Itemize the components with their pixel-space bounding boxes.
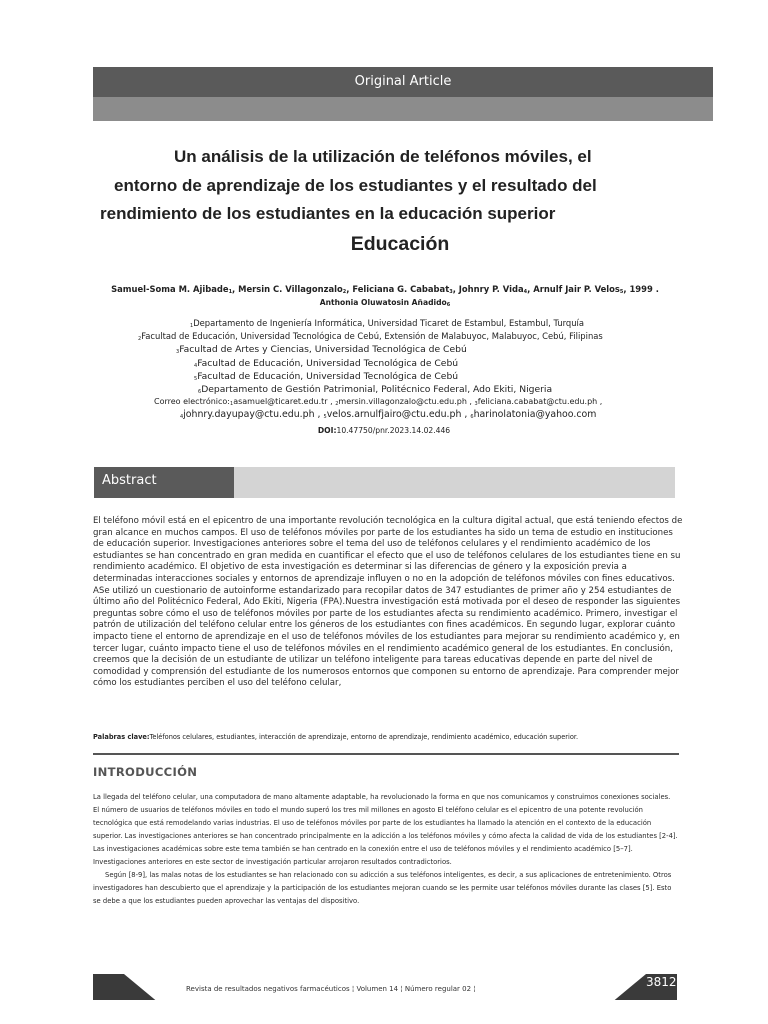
- affiliation-item: [130, 371, 650, 384]
- email-block: [150, 396, 650, 422]
- email-link[interactable]: velos.arnulfjairo@ctu.edu.ph ,: [326, 409, 468, 420]
- email-index: 3: [474, 401, 478, 407]
- author-line-2: [60, 297, 710, 310]
- author-name: , Arnulf Jair P. Velos: [527, 284, 620, 294]
- affiliation-index: 1: [190, 323, 194, 329]
- section-heading-introduction: INTRODUCCIÓN: [93, 765, 198, 779]
- affiliation-text: Facultad de Educación, Universidad Tecnológica de Cebú: [197, 370, 459, 382]
- author-name: , Johnry P. Vida: [452, 284, 524, 294]
- page-number: 3812: [646, 975, 677, 989]
- intro-paragraph-1: La llegada del teléfono celular, una computadora de mano altamente adaptable, ha revolucionado la forma en que nos comunicamos y construimos conexiones sociales. El número de usuarios de teléfonos móviles en todo el mundo superó los tres mil millones en agosto El teléfono celular es el epicentro de una potente revolución tecnológica que está remodelando varias industrias. El uso de teléfonos móviles por parte de los estudiantes ha llamado la atención en el contexto de la educación superior. Las investigaciones anteriores se han concentrado principalmente en la adicción a los teléfonos móviles y cómo afecta la calidad de vida de los estudiantes [2-4]. Las investigaciones académicas sobre este tema también se han centrado en la conexión entre el uso de teléfonos móviles y el rendimiento académico [5–7]. Investigaciones anteriores en este sector de investigación particular arrojaron resultados contradictorios.: [93, 793, 678, 866]
- email-line-2: [150, 409, 650, 422]
- author-line-1: [60, 283, 710, 297]
- affiliation-item: [130, 344, 650, 357]
- title-line-2: entorno de aprendizaje de los estudiantes y el resultado del: [114, 175, 597, 195]
- email-line-1: [150, 396, 650, 409]
- author-affil-index: 2: [342, 289, 347, 295]
- affiliation-index: 2: [138, 336, 142, 343]
- author-name: , Feliciana G. Cababat: [346, 284, 450, 294]
- affiliation-item: [130, 358, 650, 371]
- affiliation-text: Departamento de Gestión Patrimonial, Politécnico Federal, Ado Ekiti, Nigeria: [201, 384, 553, 396]
- email-index: 6: [470, 414, 474, 420]
- author-affil-index: 6: [446, 302, 451, 308]
- doi-line: [0, 426, 768, 435]
- paper-title: [100, 143, 668, 259]
- author-affil-index: 1: [228, 289, 233, 295]
- author-affil-index: 3: [449, 289, 453, 295]
- email-link[interactable]: mersin.villagonzalo@ctu.edu.ph ,: [338, 397, 472, 406]
- email-link[interactable]: harinolatonia@yahoo.com: [473, 409, 597, 420]
- author-list: [60, 283, 710, 310]
- affiliation-index: 5: [194, 375, 198, 382]
- email-index: 2: [335, 401, 339, 407]
- keywords-label: Palabras clave:: [93, 733, 150, 741]
- keywords-text: Teléfonos celulares, estudiantes, interacción de aprendizaje, entorno de aprendizaje, rendimiento académico, educación superior.: [149, 733, 579, 741]
- introduction-body: [93, 791, 678, 908]
- affiliation-item: [130, 318, 650, 331]
- affiliation-index: 6: [198, 389, 202, 396]
- affiliation-list: [130, 318, 650, 397]
- affiliation-index: 4: [194, 362, 198, 369]
- banner-subbar: [93, 97, 713, 121]
- affiliation-text: Facultad de Artes y Ciencias, Universidad Tecnológica de Cebú: [179, 344, 467, 356]
- email-link[interactable]: asamuel@ticaret.edu.tr ,: [233, 397, 333, 406]
- email-index: 5: [323, 414, 327, 420]
- footer-journal-info: Revista de resultados negativos farmacéuticos ¦ Volumen 14 ¦ Número regular 02 ¦: [186, 985, 476, 993]
- affiliation-text: Facultad de Educación, Universidad Tecnológica de Cebú, Extensión de Malabuyoc, Malabuyoc, Cebú, Filipinas: [141, 331, 603, 342]
- affiliation-item: [130, 331, 650, 344]
- abstract-body: El teléfono móvil está en el epicentro de una importante revolución tecnológica en la cultura digital actual, que está teniendo efectos de gran alcance en muchos campos. El uso de teléfonos móviles por parte de los estudiantes ha sido un tema de estudio en instituciones de educación superior. Investigaciones anteriores sobre el tema del uso de teléfonos celulares y el rendimiento académico de los estudiantes se han concentrado en gran medida en cuantificar el efecto que el uso de teléfonos celulares de los estudiantes tiene en su rendimiento académico. El objetivo de esta investigación es determinar si las diferencias de género y la exposición previa a determinadas interacciones sociales y entornos de aprendizaje influyen o no en la adopción de teléfonos móviles con fines educativos. ASe utilizó un cuestionario de autoinforme estandarizado para recopilar datos de 347 estudiantes de primer año y 254 estudiantes de último año del Politécnico Federal, Ado Ekiti, Nigeria (FPA).Nuestra investigación está motivada por el deseo de responder las siguientes preguntas sobre cómo el uso de teléfonos móviles por parte de los estudiantes afecta su rendimiento académico. Primero, investigar el patrón de utilización del teléfono celular entre los géneros de los estudiantes con fines académicos. En segundo lugar, explorar cuánto impacto tiene el entorno de aprendizaje en el uso de teléfonos móviles de los estudiantes para mejorar su rendimiento académico y, en tercer lugar, cuánto impacto tiene el uso de teléfonos móviles en el rendimiento académico general de los estudiantes. En conclusión, creemos que la decisión de un estudiante de utilizar un teléfono inteligente para tareas educativas depende en parte del nivel de comodidad y comprensión del estudiante de los numerosos entornos que componen su entorno de aprendizaje. Para comprender mejor cómo los estudiantes perciben el uso del teléfono celular,: [93, 516, 683, 689]
- author-name: Anthonia Oluwatosin Añadido: [319, 298, 447, 307]
- email-link[interactable]: johnry.dayupay@ctu.edu.ph ,: [183, 409, 321, 420]
- intro-paragraph-2: Según [8-9], las malas notas de los estudiantes se han relacionado con su adicción a sus teléfonos inteligentes, es decir, a sus aplicaciones de entretenimiento. Otros investigadores han descubierto que el aprendizaje y la participación de los estudiantes mejoran cuando se les permite usar teléfonos móviles durante las clases [5]. Esto se debe a que los estudiantes pueden aprovechar las ventajas del dispositivo.: [93, 871, 672, 905]
- affiliation-text: Facultad de Educación, Universidad Tecnológica de Cebú: [197, 357, 459, 369]
- title-line-1: Un análisis de la utilización de teléfonos móviles, el: [174, 147, 592, 166]
- author-name: , 1999 .: [623, 284, 659, 294]
- author-name: Samuel-Soma M. Ajibade: [111, 284, 229, 294]
- author-name: , Mersin C. Villagonzalo: [232, 284, 343, 294]
- doi-label: DOI:: [317, 426, 337, 435]
- title-line-3: rendimiento de los estudiantes en la educación superior: [100, 204, 556, 223]
- doi-link[interactable]: 10.47750/pnr.2023.14.02.446: [336, 426, 451, 435]
- affiliation-index: 3: [176, 349, 180, 356]
- article-type-label: Original Article: [354, 74, 452, 89]
- section-divider: [93, 753, 679, 755]
- keywords-line: [93, 732, 693, 742]
- abstract-heading: Abstract: [94, 467, 234, 498]
- affiliation-text: Departamento de Ingeniería Informática, Universidad Ticaret de Estambul, Estambul, Turquía: [193, 318, 585, 328]
- author-affil-index: 4: [523, 289, 528, 295]
- title-line-4: Educación: [350, 232, 450, 255]
- email-prefix: Correo electrónico:: [154, 397, 230, 406]
- email-index: 1: [230, 401, 234, 407]
- email-index: 4: [180, 414, 184, 420]
- email-link[interactable]: feliciana.cababat@ctu.edu.ph ,: [477, 397, 603, 406]
- abstract-banner: [94, 467, 675, 498]
- article-type-banner: [93, 67, 713, 97]
- author-affil-index: 5: [619, 289, 624, 295]
